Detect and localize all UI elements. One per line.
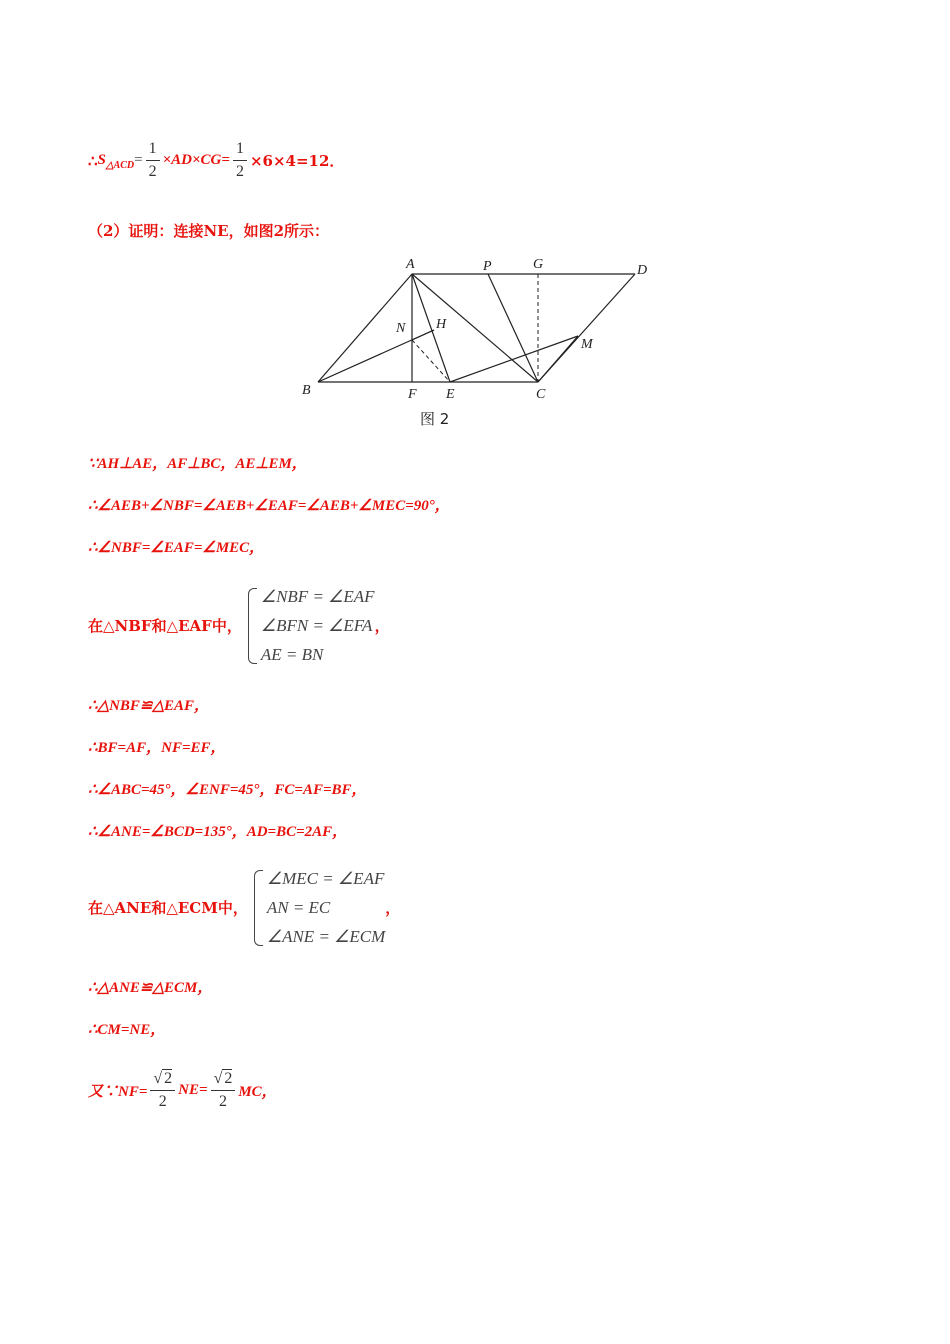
- proof-line-4-text: ∴∠AEB+∠NBF=∠AEB+∠EAF=∠AEB+∠MEC=90°，: [88, 498, 450, 514]
- proof-line-13: [88, 1018, 165, 1039]
- system-rows-1: [261, 582, 375, 669]
- result-expression: ×6×4=12．: [249, 152, 345, 170]
- label-D: D: [637, 263, 648, 278]
- left-brace: [248, 588, 257, 664]
- proof-line-14-prefix: 又∵NF=: [88, 1084, 148, 1100]
- therefore-symbol: ∴: [88, 151, 98, 170]
- proof-line-5: [88, 536, 264, 557]
- segment-NH: [412, 330, 434, 340]
- proof-line-6: [88, 582, 390, 669]
- proof-line-8: [88, 736, 226, 757]
- system-row: AE = BN: [260, 645, 324, 664]
- system-row: ∠MEC = ∠EAF: [266, 869, 385, 888]
- proof-line-3-text: ∵AH⊥AE，AF⊥BC，AE⊥EM，: [88, 456, 307, 472]
- proof-intro: [88, 220, 329, 241]
- comma: ，: [385, 899, 401, 917]
- radicand: 2: [224, 1070, 233, 1087]
- fraction-denominator: 2: [158, 1093, 167, 1110]
- fraction-numerator: 1: [233, 138, 247, 161]
- equation-system-2: [254, 864, 385, 951]
- system-row: ∠BFN = ∠EFA: [260, 616, 373, 635]
- system-row: ∠NBF = ∠EAF: [260, 587, 375, 606]
- fraction-denominator: 2: [218, 1093, 227, 1110]
- label-A: A: [406, 257, 415, 272]
- proof-line-9-text: ∴∠ABC=45°，∠ENF=45°，FC=AF=BF，: [88, 782, 367, 798]
- label-H: H: [436, 317, 447, 332]
- radicand: 2: [164, 1070, 173, 1087]
- triangle-context-2: 在△ANE和△ECM中，: [88, 899, 248, 917]
- proof-line-14-mid: NE=: [178, 1082, 208, 1098]
- fraction-denominator: 2: [235, 163, 244, 180]
- figure-svg: [290, 252, 670, 432]
- area-result-line: [88, 138, 344, 183]
- label-F: F: [408, 387, 417, 402]
- proof-intro-text: （2）证明：连接NE，如图2所示：: [88, 222, 330, 240]
- system-row: AN = EC: [266, 898, 331, 917]
- fraction-numerator: 1: [146, 138, 160, 161]
- label-E: E: [446, 387, 455, 402]
- proof-line-4: [88, 494, 450, 515]
- fraction-root2-over-2-b: [211, 1068, 236, 1113]
- product-expression: ×AD×CG=: [162, 152, 230, 168]
- fraction-half-2: [233, 138, 247, 183]
- proof-line-12: [88, 976, 212, 997]
- system-rows-2: [267, 864, 385, 951]
- proof-line-5-text: ∴∠NBF=∠EAF=∠MEC，: [88, 540, 265, 556]
- figure-caption: 图 2: [420, 410, 450, 428]
- proof-line-9: [88, 778, 367, 799]
- equals-sign: =: [134, 152, 143, 168]
- equation-system-1: [248, 582, 375, 669]
- fraction-numerator: √ 2: [211, 1068, 236, 1091]
- geometry-figure: [290, 252, 670, 432]
- label-N: N: [396, 321, 406, 336]
- proof-line-7: [88, 694, 209, 715]
- fraction-numerator: √ 2: [150, 1068, 175, 1091]
- proof-line-3: [88, 452, 307, 473]
- proof-line-11: [88, 864, 400, 951]
- label-P: P: [483, 259, 492, 274]
- system-row: ∠ANE = ∠ECM: [266, 927, 386, 946]
- label-B: B: [302, 383, 311, 398]
- proof-line-14: [88, 1068, 277, 1113]
- label-M: M: [581, 337, 593, 352]
- label-G: G: [533, 257, 544, 272]
- area-symbol: S: [97, 152, 106, 168]
- label-C: C: [536, 387, 546, 402]
- fraction-root2-over-2: [150, 1068, 175, 1113]
- proof-line-13-text: ∴CM=NE，: [88, 1022, 166, 1038]
- proof-line-14-end: MC，: [238, 1084, 277, 1100]
- fraction-half: [146, 138, 160, 183]
- area-subscript: △ACD: [105, 160, 135, 171]
- proof-line-12-text: ∴△ANE≌△ECM，: [88, 980, 213, 996]
- proof-line-10-text: ∴∠ANE=∠BCD=135°，AD=BC=2AF，: [88, 824, 348, 840]
- left-brace: [254, 870, 263, 946]
- proof-line-7-text: ∴△NBF≌△EAF，: [88, 698, 210, 714]
- triangle-context-1: 在△NBF和△EAF中，: [88, 617, 242, 635]
- comma: ，: [374, 617, 390, 635]
- proof-line-10: [88, 820, 347, 841]
- proof-line-8-text: ∴BF=AF，NF=EF，: [88, 740, 226, 756]
- fraction-denominator: 2: [148, 163, 157, 180]
- dashed-NE: [412, 340, 450, 382]
